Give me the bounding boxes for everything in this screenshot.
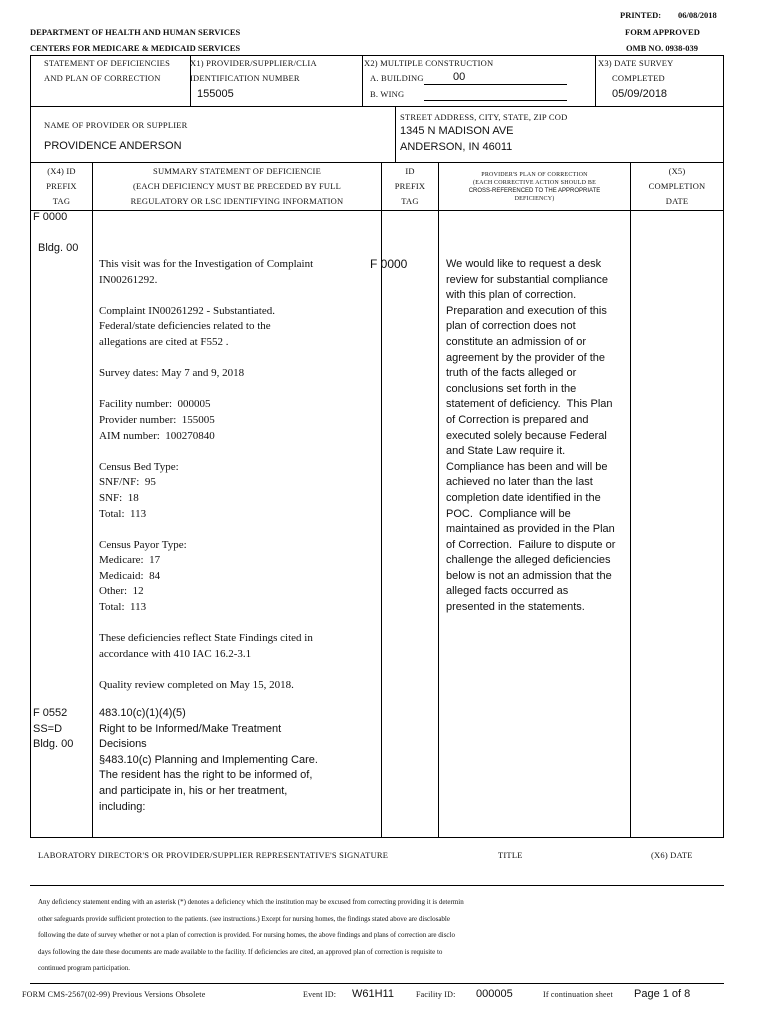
- form-number: FORM CMS-2567(02-99) Previous Versions Obsolete: [22, 990, 206, 999]
- continuation-label: If continuation sheet: [543, 990, 613, 999]
- summary-statement-text: This visit was for the Investigation of Complaint IN00261292. Complaint IN00261292 - Substantiated. Federal/state deficiencies related to the allegations are cited at F552 . Survey dates: May 7 and 9, 2018 Facility number: 000005 Provider number: 155005 AIM number: 100270840 Census Bed Type: SNF/NF: 95 SNF: 18 Total: 113 Census Payor Type: Medicare: 17 Medicaid: 84 Other: 12 Total: 113 These deficiencies reflect State Findings cited in accordance with 410 IAC 16.2-3.1 Quality review completed on May 15, 2018.: [99, 258, 314, 692]
- summary-header-2: (EACH DEFICIENCY MUST BE PRECEDED BY FULL: [132, 181, 342, 191]
- x4-header-3: TAG: [52, 196, 71, 206]
- x5-header-3: DATE: [665, 196, 689, 206]
- agency-line2: CENTERS FOR MEDICARE & MEDICAID SERVICES: [30, 43, 241, 53]
- x3-sublabel: COMPLETED: [612, 73, 665, 83]
- plan-header-3: CROSS-REFERENCED TO THE APPROPRIATE: [468, 188, 601, 194]
- f552-summary-text: 483.10(c)(1)(4)(5) Right to be Informed/Make Treatment Decisions §483.10(c) Planning and Implementing Care. The resident has the right to be informed of, and participate in, his or her treatment, including:: [99, 707, 318, 813]
- wing-label: B. WING: [370, 89, 405, 99]
- id-header-1: ID: [405, 166, 415, 176]
- address-label: STREET ADDRESS, CITY, STATE, ZIP COD: [400, 112, 568, 122]
- omb-number: OMB NO. 0938-039: [626, 43, 699, 53]
- provider-id-value: 155005: [197, 88, 234, 100]
- x1-label: X1) PROVIDER/SUPPLIER/CLIA: [190, 58, 317, 68]
- building-value: 00: [453, 71, 466, 83]
- provider-name-value: PROVIDENCE ANDERSON: [44, 140, 182, 152]
- plan-header-2: (EACH CORRECTIVE ACTION SHOULD BE: [473, 180, 596, 186]
- x4-header-2: PREFIX: [46, 181, 77, 191]
- x5-header-1: (X5): [668, 166, 686, 176]
- provider-name-label: NAME OF PROVIDER OR SUPPLIER: [44, 120, 188, 130]
- agency-line1: DEPARTMENT OF HEALTH AND HUMAN SERVICES: [30, 27, 241, 37]
- page-number: Page 1 of 8: [634, 988, 691, 1000]
- facility-id-value: 000005: [476, 988, 513, 1000]
- plan-header-1: PROVIDER'S PLAN OF CORRECTION: [481, 172, 588, 178]
- x1-sublabel: IDENTIFICATION NUMBER: [190, 73, 300, 83]
- summary-header-3: REGULATORY OR LSC IDENTIFYING INFORMATION: [130, 196, 344, 206]
- address-line1: 1345 N MADISON AVE: [400, 125, 514, 137]
- disclaimer-footnote: Any deficiency statement ending with an asterisk (*) denotes a deficiency which the institution may be excused from correcting providing it is determin other safeguards provide sufficient protection to the patients. (see instructions.) Except for nursing homes, the findings stated above are disclosable following the date of survey whether or not a plan of correction is provided. For nursing homes, the above findings and plans of correction are disclo days following the date these documents are made available to the facility. If deficiencies are cited, an approved plan of correction is requisite to continued program participation.: [38, 898, 464, 973]
- bldg-label: Bldg. 00: [38, 242, 79, 254]
- statement-label-1: STATEMENT OF DEFICIENCIES: [44, 58, 171, 68]
- summary-header-1: SUMMARY STATEMENT OF DEFICIENCIE: [153, 166, 321, 176]
- plan-header-4: DEFICIENCY): [514, 196, 555, 202]
- x5-header-2: COMPLETION: [648, 181, 706, 191]
- signature-label: LABORATORY DIRECTOR'S OR PROVIDER/SUPPLIER REPRESENTATIVE'S SIGNATURE: [38, 850, 389, 860]
- address-line2: ANDERSON, IN 46011: [400, 141, 513, 153]
- event-id-value: W61H11: [352, 988, 394, 1000]
- printed-date: 06/08/2018: [678, 10, 717, 20]
- survey-completed-value: 05/09/2018: [612, 88, 668, 100]
- tag-f0000: F 0000: [33, 211, 68, 223]
- form-approved: FORM APPROVED: [625, 27, 700, 37]
- building-label: A. BUILDING: [370, 73, 424, 83]
- statement-label-2: AND PLAN OF CORRECTION: [44, 73, 161, 83]
- plan-of-correction-text: We would like to request a desk review for substantial compliance with this plan of correction. Preparation and execution of this plan of correction does not constitute an admission of or agreement by the provider of the truth of the facts alleged or conclusions set forth in the statement of deficiency. This Plan of Correction is prepared and executed solely because Federal and State Law require it. Compliance has been and will be achieved no later than the last completion date identified in the POC. Compliance will be maintained as provided in the Plan of Correction. Failure to dispute or challenge the alleged deficiencies below is not an admission that the alleged facts occurred as presented in the statements.: [446, 258, 616, 614]
- x3-label: X3) DATE SURVEY: [598, 58, 674, 68]
- id-header-2: PREFIX: [394, 181, 426, 191]
- id-tag-f0000: F 0000: [370, 257, 408, 271]
- title-label: TITLE: [498, 850, 523, 860]
- x4-header-1: (X4) ID: [47, 166, 76, 176]
- id-header-3: TAG: [401, 196, 419, 206]
- x2-label: X2) MULTIPLE CONSTRUCTION: [364, 58, 494, 68]
- facility-id-label: Facility ID:: [416, 990, 456, 999]
- printed-label: PRINTED:: [620, 10, 662, 20]
- event-id-label: Event ID:: [303, 990, 337, 999]
- tag-f0552: F 0552 SS=D Bldg. 00: [33, 707, 74, 751]
- x6-date-label: (X6) DATE: [651, 850, 693, 860]
